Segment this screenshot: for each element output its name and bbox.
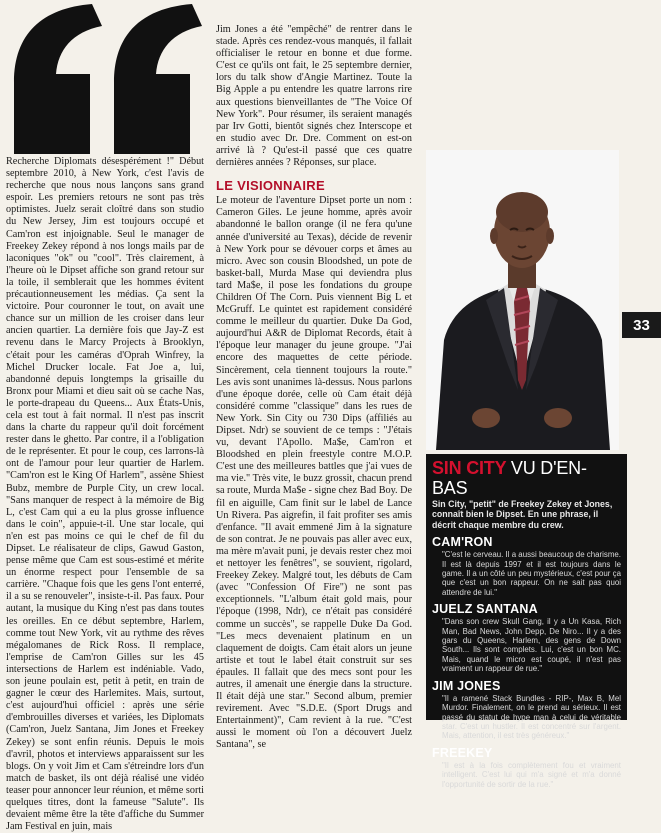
member-name: JUELZ SANTANA — [432, 602, 538, 617]
member-juelz-santana — [432, 602, 621, 673]
member-quote: "Il a ramené Stack Bundles - RIP-, Max B, Mel Murdor. Finalement, on le prend au sérieux. Il est passé du statut de hype man à celui de véritable star. C'est un hustler. Il est concentré sur l'argent. Mais, attention, il est très généreux." — [442, 693, 621, 741]
member-quote: "Dans son crew Skull Gang, il y a Un Kasa, Rich Man, Bad News, John Depp, De Niro... Il y a des gars du Queens, Harlem, des gens de Down South... Ils sont complets. Lui, c'est un bon MC. Mais, quand le micro est coupé, il n'est pas vraiment un rappeur de rue." — [442, 617, 621, 674]
sidebar-title-red: SIN CITY — [432, 458, 507, 478]
member-freekey — [432, 746, 621, 789]
sidebar-sin-city — [426, 454, 627, 789]
article-paragraph-visionnaire: Le moteur de l'aventure Dipset porte un nom : Cameron Giles. Le jeune homme, après avoir abandonné le ballon orange (il ne fera qu'une année d'université au Texas), décide de revenir à New York pour se dévouer corps et âmes au micro. Avec son cousin Bloodshed, un pote de basket-ball, Murda Mase qui deviendra plus tard Ma$e, il pose les fondations du groupe Children Of The Corn. Puis viennent Big L et McGruff. Le quintet est rapidement considéré comme le meilleur du quartier. Duke Da God, aujourd'hui A&R de Diplomat Records, était à l'époque leur manager du jeune groupe. "J'ai encore des maquettes de cette période. Sincèrement, cela tiennent toujours la route." Les avis sont unanimes là-dessus. Nous parlons d'une époque dorée, celle où Cam était déjà considéré comme "classique" dans les rues de New York. Sin City ou 730 Dips (affiliés au Dipset. Ndr) se souvient de ce temps : "J'étais vu, devant l'Apollo. Ma$e, Cam'ron et Bloodshed en plein freestyle contre M.O.P. C'est une des meilleures battles que j'ai vues de ma vie." Très vite, le buzz grossit, chacun prend sa route, Murda Ma$e - signe chez Bad Boy. De fil en aiguille, Cam finit sur le label de Lance Un Rivera. Pas aigrefin, il fait profiter ses amis d'enfance. "Il avait emmené Jim à la signature de son contrat. Je ne pouvais pas aller avec eux, ma mère m'avait puni, je devais rester chez moi et nettoyer les fenêtres", se souvient, rigolard, Freekey Zekey. Malgré tout, les débuts de Cam (avec "Confession Of Fire") ne sont pas exceptionnels. "L'album était gold mais, pour l'époque (1998, Ndr), ce n'était pas considéré comme un succès", se rappelle Duke Da God. "Les mecs devenaient platinum en un claquement de doigts. Cam était alors un jeune artiste et tout le label était construit sur ses épaules. Il fallait que des mecs sont pour les autres, il amenait une énergie dans la structure. Il était déjà une star." Second album, premier revirement. Avec "S.D.E. (Sport Drugs and Entertainment)", Cam revient à la rue. "C'est aussi le moment où l'on a découvert Juelz Santana", se — [216, 195, 412, 751]
member-quote: "C'est le cerveau. Il a aussi beaucoup de charisme. Il est là depuis 1997 et il est toujours dans le game. Il a un côté un peu mystérieux, c'est pour ça que c'est un bon rappeur. On ne sait pas quoi attendre de lui." — [442, 550, 621, 597]
member-jim-jones — [432, 679, 621, 741]
page-number: 33 — [622, 312, 661, 338]
sidebar-title — [432, 458, 621, 498]
article-text-col1: Recherche Diplomats désespérément !" Début septembre 2010, à New York, c'est l'avis de recherche que nous nous lançons sans grand espoir. Les premiers retours ne sont pas très optimistes. Juelz serait cloîtré dans son studio du New Jersey, Jim est toujours occupé et Cam'ron est injoignable. Seul le manager de Freekey Zekey répond à nos longs mails par de laconiques "ok" ou "cool". Très clairement, à l'heure où le Dipset affiche son grand retour sur la toile, il semblerait que les hommes évitent précautionneusement les médias. Ça sent la victoire. Pour couronner le tout, on avait une chance sur un million de les croiser dans leur ancien quartier. La dernière fois que Jay-Z est revenu dans le Marcy Projects à Brooklyn, c'était pour les caméras d'Oprah Winfrey, la Michel Drucker locale. Fat Joe a, lui, abandonné depuis longtemps la grisaille du Bronx pour Miami et dieu sait où se cache Nas, le porte-drapeau du Queens... Aux États-Unis, cela est tout à fait normal. Il n'est pas inscrit dans la charte du rappeur qu'il doit forcément rester dans le ghetto. Par contre, il a l'obligation de le représenter. Et pour le coup, ces larrons-là ont de l'amour pour leur quartier de Harlem. "Cam'ron est le King Of Harlem", assène Shiest Bubz, membre de Purple City, un crew local. "Sans manquer de respect à la mémoire de Big L, c'est Cam qui a eu la plus grosse influence dans le coin", appuie-t-il. Une star locale, qui n'en est pas moins ce qui le chef de fil du Dipset. Le réalisateur de clips, Gawud Gaston, pense même que Cam est sous-estimé et mérite un énorme respect pour l'ensemble de sa carrière. "Chaque fois que les gens l'ont enterré, il a su se renouveler", insiste-t-il. Pas faux. Pour autant, la musique du King n'est pas dans toutes les oreilles. En ce début septembre, Harlem, comme tout New York, vit au rythme des rêves mégalomanes de Rick Ross. Il remplace, l'emprise de Cam'ron Gilles sur les 45 intersections de Harlem est indéniable. Vado, son jeune poulain est, petit à petit, en train de gagner le cœur des Harlemites. Mais, surtout, c'est aujourd'hui officiel : après une série d'embrouilles diverses et variées, les Diplomats (Cam'ron, Juelz Santana, Jim Jones et Freekey Zekey) se sont enfin réunis. Depuis le mois d'avril, photos et interviews apparaissent sur les blogs. On y voit Jim et Cam s'étreindre lors d'un match de basket, ils ont déjà réalisé une vidéo teaser pour annoncer leur réunion, et même sorti quelques titres, dont la fameuse "Salute". Ils devaient même être la tête d'affiche du Summer Jam Festival en juin, mais — [6, 156, 204, 833]
member-camron — [432, 535, 621, 597]
portrait-photo — [426, 150, 619, 450]
member-quote: "Il est à la fois complètement fou et vraiment intelligent. C'est lui qui m'a signé et m'a donné l'opportunité de sortir de la rue." — [442, 760, 621, 789]
article-column-1 — [6, 156, 204, 833]
member-name: CAM'RON — [432, 535, 493, 550]
member-name: JIM JONES — [432, 678, 501, 693]
section-heading: LE VISIONNAIRE — [216, 178, 325, 194]
sidebar-title-white: VU D'EN-BAS — [432, 458, 587, 498]
article-intro-paragraph: Jim Jones a été "empêché" de rentrer dans le stade. Après ces rendez-vous manqués, il fallait officialiser le retour en bonne et due forme. C'est ce qu'ils ont fait, le 25 septembre dernier, lors du talk show d'Angie Martinez. Toute la Big Apple a pu entendre les quatre larrons rire aux questions bienveillantes de "The Voice Of New York". Pour résumer, ils seraient managés par Irv Gotti, bientôt signés chez Interscope et en studio avec Dr. Dre. Comment on est-on arrivé là ? Qu'est-il passé que ces quatre dernières années ? Réponses, sur place. — [216, 24, 412, 169]
article-column-2 — [216, 24, 412, 752]
quote-mark-icon — [6, 4, 206, 154]
sidebar-intro: Sin City, "petit" de Freekey Zekey et Jones, connaît bien le Dipset. En une phrase, il décrit chaque membre du crew. — [432, 499, 613, 530]
member-name: FREEKEY — [432, 745, 493, 760]
